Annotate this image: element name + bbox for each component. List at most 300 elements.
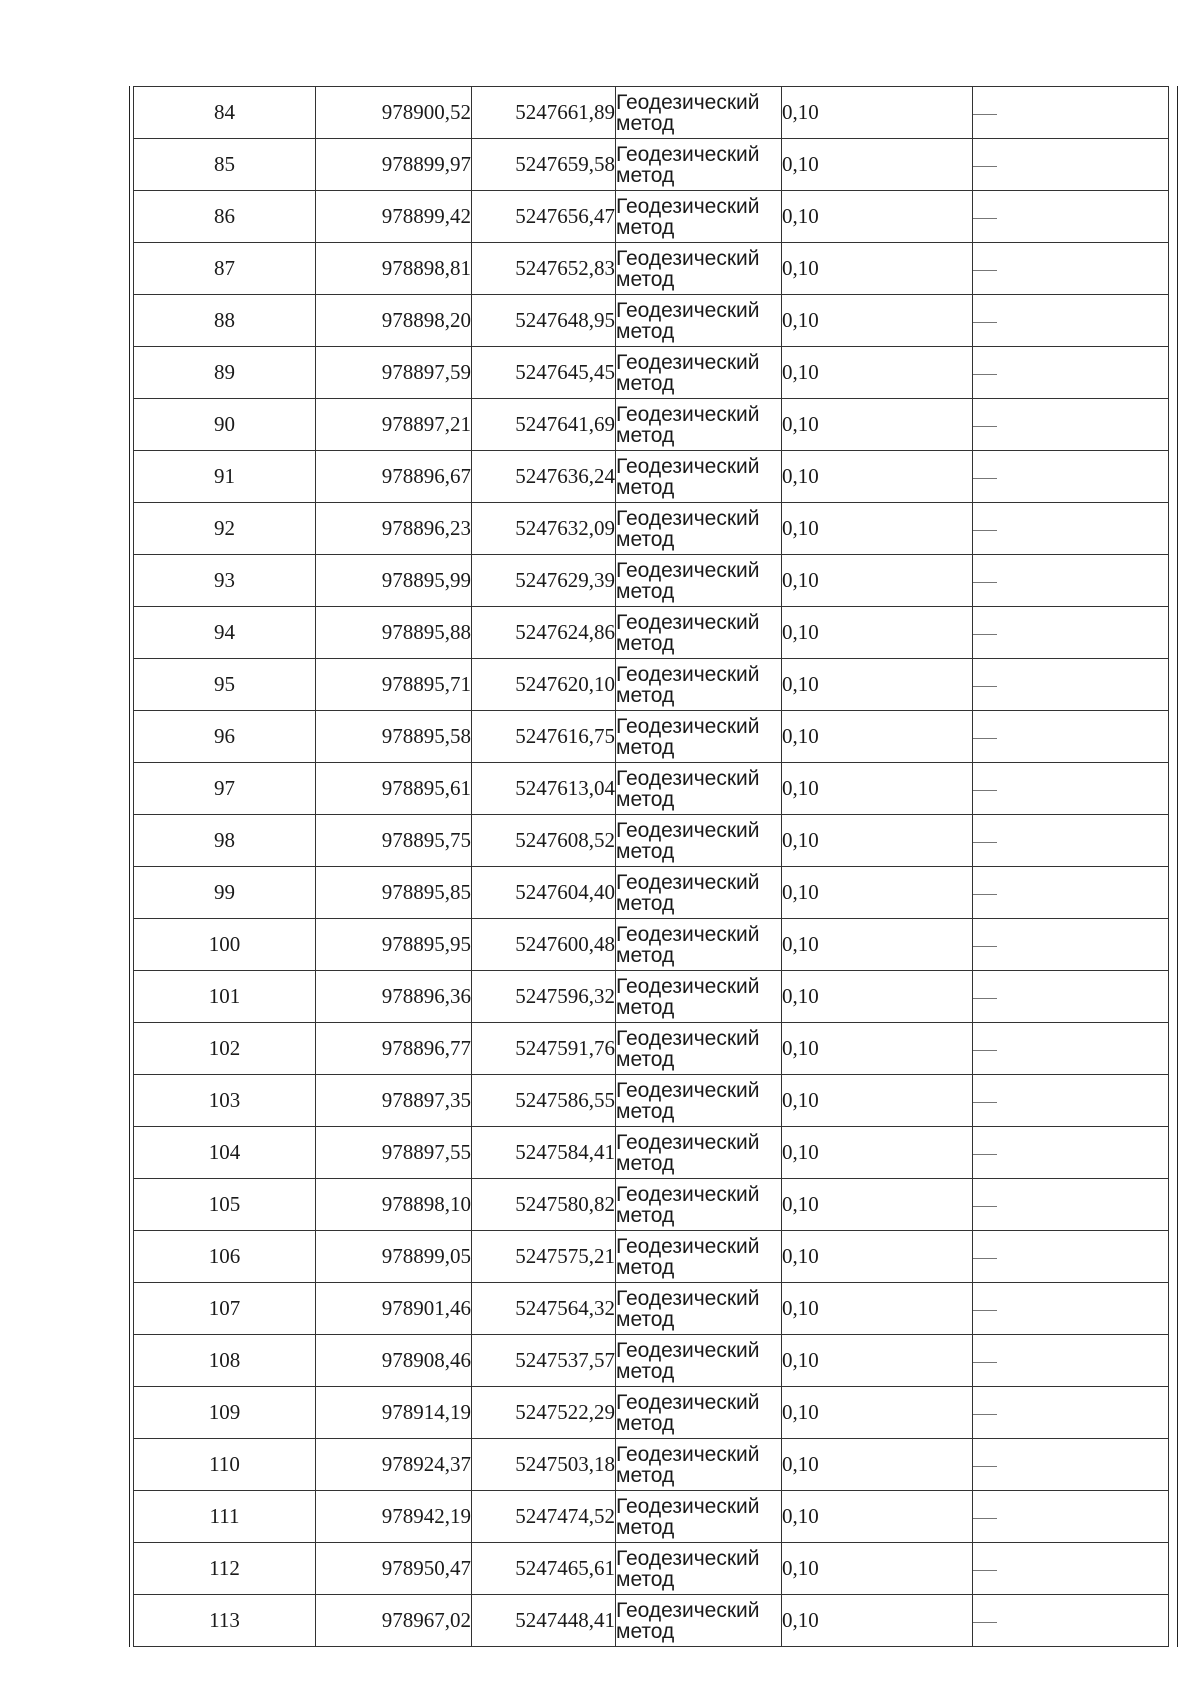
method-line-2: метод <box>616 1463 675 1487</box>
point-number-cell: 113 <box>134 1595 316 1647</box>
method-line-2: метод <box>616 163 675 187</box>
y-coordinate-cell: 5247659,58 <box>472 139 616 191</box>
note-cell <box>973 1387 1169 1439</box>
method-line-1: Геодезический <box>616 194 760 218</box>
method-line-2: метод <box>616 1515 675 1539</box>
method-cell <box>616 347 782 399</box>
method-cell <box>616 1543 782 1595</box>
x-coordinate-cell: 978967,02 <box>316 1595 472 1647</box>
point-number-cell: 86 <box>134 191 316 243</box>
x-coordinate-cell: 978900,52 <box>316 87 472 139</box>
y-coordinate-cell: 5247656,47 <box>472 191 616 243</box>
method-line-2: метод <box>616 631 675 655</box>
method-cell <box>616 867 782 919</box>
accuracy-cell: 0,10 <box>782 1283 973 1335</box>
method-cell <box>616 139 782 191</box>
y-coordinate-cell: 5247620,10 <box>472 659 616 711</box>
point-number-cell: 99 <box>134 867 316 919</box>
accuracy-cell: 0,10 <box>782 815 973 867</box>
table-row <box>134 243 1169 295</box>
dash-mark <box>973 374 997 375</box>
note-cell <box>973 1335 1169 1387</box>
method-line-2: метод <box>616 1151 675 1175</box>
table-row <box>134 87 1169 139</box>
accuracy-cell: 0,10 <box>782 1023 973 1075</box>
table-row <box>134 711 1169 763</box>
x-coordinate-cell: 978895,58 <box>316 711 472 763</box>
x-coordinate-cell: 978924,37 <box>316 1439 472 1491</box>
method-line-2: метод <box>616 319 675 343</box>
method-line-1: Геодезический <box>616 402 760 426</box>
table-row <box>134 971 1169 1023</box>
point-number-cell: 110 <box>134 1439 316 1491</box>
dash-mark <box>973 218 997 219</box>
accuracy-cell: 0,10 <box>782 1595 973 1647</box>
dash-mark <box>973 894 997 895</box>
method-line-2: метод <box>616 1099 675 1123</box>
note-cell <box>973 451 1169 503</box>
point-number-cell: 101 <box>134 971 316 1023</box>
point-number-cell: 103 <box>134 1075 316 1127</box>
table-row <box>134 1491 1169 1543</box>
x-coordinate-cell: 978896,77 <box>316 1023 472 1075</box>
accuracy-cell: 0,10 <box>782 87 973 139</box>
method-line-1: Геодезический <box>616 142 760 166</box>
method-line-2: метод <box>616 735 675 759</box>
y-coordinate-cell: 5247641,69 <box>472 399 616 451</box>
dash-mark <box>973 946 997 947</box>
table-row <box>134 555 1169 607</box>
method-line-1: Геодезический <box>616 506 760 530</box>
x-coordinate-cell: 978895,85 <box>316 867 472 919</box>
accuracy-cell: 0,10 <box>782 1491 973 1543</box>
method-line-2: метод <box>616 1255 675 1279</box>
accuracy-cell: 0,10 <box>782 1127 973 1179</box>
accuracy-cell: 0,10 <box>782 971 973 1023</box>
method-cell <box>616 399 782 451</box>
x-coordinate-cell: 978914,19 <box>316 1387 472 1439</box>
method-line-1: Геодезический <box>616 766 760 790</box>
method-line-2: метод <box>616 215 675 239</box>
method-cell <box>616 1335 782 1387</box>
point-number-cell: 104 <box>134 1127 316 1179</box>
point-number-cell: 108 <box>134 1335 316 1387</box>
x-coordinate-cell: 978897,59 <box>316 347 472 399</box>
method-line-2: метод <box>616 423 675 447</box>
point-number-cell: 97 <box>134 763 316 815</box>
point-number-cell: 94 <box>134 607 316 659</box>
method-line-1: Геодезический <box>616 1026 760 1050</box>
x-coordinate-cell: 978899,05 <box>316 1231 472 1283</box>
dash-mark <box>973 478 997 479</box>
method-line-1: Геодезический <box>616 1442 760 1466</box>
accuracy-cell: 0,10 <box>782 347 973 399</box>
note-cell <box>973 399 1169 451</box>
note-cell <box>973 1023 1169 1075</box>
method-cell <box>616 919 782 971</box>
x-coordinate-cell: 978897,35 <box>316 1075 472 1127</box>
table-row <box>134 191 1169 243</box>
dash-mark <box>973 1466 997 1467</box>
method-line-2: метод <box>616 683 675 707</box>
method-cell <box>616 295 782 347</box>
method-line-1: Геодезический <box>616 1234 760 1258</box>
method-line-1: Геодезический <box>616 1078 760 1102</box>
dash-mark <box>973 530 997 531</box>
method-line-1: Геодезический <box>616 662 760 686</box>
note-cell <box>973 1595 1169 1647</box>
y-coordinate-cell: 5247474,52 <box>472 1491 616 1543</box>
accuracy-cell: 0,10 <box>782 919 973 971</box>
y-coordinate-cell: 5247645,45 <box>472 347 616 399</box>
method-cell <box>616 243 782 295</box>
coordinates-table-body <box>134 87 1169 1647</box>
method-line-1: Геодезический <box>616 1286 760 1310</box>
note-cell <box>973 1491 1169 1543</box>
dash-mark <box>973 1570 997 1571</box>
note-cell <box>973 295 1169 347</box>
note-cell <box>973 971 1169 1023</box>
y-coordinate-cell: 5247629,39 <box>472 555 616 607</box>
method-cell <box>616 1231 782 1283</box>
y-coordinate-cell: 5247613,04 <box>472 763 616 815</box>
method-line-2: метод <box>616 527 675 551</box>
x-coordinate-cell: 978908,46 <box>316 1335 472 1387</box>
method-line-1: Геодезический <box>616 1338 760 1362</box>
method-line-1: Геодезический <box>616 1390 760 1414</box>
x-coordinate-cell: 978896,23 <box>316 503 472 555</box>
note-cell <box>973 919 1169 971</box>
note-cell <box>973 347 1169 399</box>
note-cell <box>973 1179 1169 1231</box>
method-cell <box>616 1439 782 1491</box>
point-number-cell: 95 <box>134 659 316 711</box>
note-cell <box>973 139 1169 191</box>
coordinates-table <box>133 86 1169 1647</box>
point-number-cell: 89 <box>134 347 316 399</box>
method-cell <box>616 451 782 503</box>
table-row <box>134 1283 1169 1335</box>
note-cell <box>973 711 1169 763</box>
point-number-cell: 98 <box>134 815 316 867</box>
table-row <box>134 1127 1169 1179</box>
accuracy-cell: 0,10 <box>782 659 973 711</box>
accuracy-cell: 0,10 <box>782 1231 973 1283</box>
y-coordinate-cell: 5247586,55 <box>472 1075 616 1127</box>
y-coordinate-cell: 5247608,52 <box>472 815 616 867</box>
dash-mark <box>973 582 997 583</box>
dash-mark <box>973 1206 997 1207</box>
x-coordinate-cell: 978898,81 <box>316 243 472 295</box>
y-coordinate-cell: 5247448,41 <box>472 1595 616 1647</box>
y-coordinate-cell: 5247580,82 <box>472 1179 616 1231</box>
accuracy-cell: 0,10 <box>782 295 973 347</box>
accuracy-cell: 0,10 <box>782 867 973 919</box>
x-coordinate-cell: 978895,75 <box>316 815 472 867</box>
dash-mark <box>973 426 997 427</box>
table-row <box>134 763 1169 815</box>
accuracy-cell: 0,10 <box>782 1439 973 1491</box>
dash-mark <box>973 1310 997 1311</box>
table-row <box>134 1023 1169 1075</box>
x-coordinate-cell: 978898,10 <box>316 1179 472 1231</box>
dash-mark <box>973 1102 997 1103</box>
accuracy-cell: 0,10 <box>782 399 973 451</box>
y-coordinate-cell: 5247465,61 <box>472 1543 616 1595</box>
table-row <box>134 1335 1169 1387</box>
dash-mark <box>973 322 997 323</box>
table-row <box>134 815 1169 867</box>
method-cell <box>616 555 782 607</box>
y-coordinate-cell: 5247591,76 <box>472 1023 616 1075</box>
table-row <box>134 867 1169 919</box>
method-cell <box>616 1075 782 1127</box>
method-cell <box>616 1387 782 1439</box>
method-cell <box>616 1023 782 1075</box>
point-number-cell: 88 <box>134 295 316 347</box>
method-cell <box>616 971 782 1023</box>
note-cell <box>973 503 1169 555</box>
y-coordinate-cell: 5247503,18 <box>472 1439 616 1491</box>
point-number-cell: 109 <box>134 1387 316 1439</box>
method-cell <box>616 503 782 555</box>
table-row <box>134 1387 1169 1439</box>
x-coordinate-cell: 978942,19 <box>316 1491 472 1543</box>
method-line-2: метод <box>616 579 675 603</box>
point-number-cell: 106 <box>134 1231 316 1283</box>
method-line-2: метод <box>616 891 675 915</box>
point-number-cell: 93 <box>134 555 316 607</box>
method-line-2: метод <box>616 1619 675 1643</box>
dash-mark <box>973 1154 997 1155</box>
table-row <box>134 607 1169 659</box>
point-number-cell: 91 <box>134 451 316 503</box>
table-row <box>134 295 1169 347</box>
x-coordinate-cell: 978897,21 <box>316 399 472 451</box>
point-number-cell: 96 <box>134 711 316 763</box>
x-coordinate-cell: 978950,47 <box>316 1543 472 1595</box>
method-line-1: Геодезический <box>616 90 760 114</box>
dash-mark <box>973 1622 997 1623</box>
method-cell <box>616 1595 782 1647</box>
point-number-cell: 105 <box>134 1179 316 1231</box>
method-line-1: Геодезический <box>616 1130 760 1154</box>
note-cell <box>973 607 1169 659</box>
dash-mark <box>973 1050 997 1051</box>
method-line-1: Геодезический <box>616 1598 760 1622</box>
table-row <box>134 1231 1169 1283</box>
method-cell <box>616 763 782 815</box>
accuracy-cell: 0,10 <box>782 763 973 815</box>
note-cell <box>973 1543 1169 1595</box>
x-coordinate-cell: 978895,61 <box>316 763 472 815</box>
accuracy-cell: 0,10 <box>782 711 973 763</box>
method-line-1: Геодезический <box>616 298 760 322</box>
method-cell <box>616 1283 782 1335</box>
accuracy-cell: 0,10 <box>782 1387 973 1439</box>
method-line-2: метод <box>616 839 675 863</box>
table-row <box>134 1595 1169 1647</box>
accuracy-cell: 0,10 <box>782 503 973 555</box>
accuracy-cell: 0,10 <box>782 191 973 243</box>
method-line-2: метод <box>616 371 675 395</box>
note-cell <box>973 763 1169 815</box>
table-row <box>134 451 1169 503</box>
y-coordinate-cell: 5247537,57 <box>472 1335 616 1387</box>
point-number-cell: 84 <box>134 87 316 139</box>
point-number-cell: 107 <box>134 1283 316 1335</box>
method-line-2: метод <box>616 1047 675 1071</box>
note-cell <box>973 1231 1169 1283</box>
y-coordinate-cell: 5247575,21 <box>472 1231 616 1283</box>
table-row <box>134 1179 1169 1231</box>
note-cell <box>973 555 1169 607</box>
dash-mark <box>973 1518 997 1519</box>
x-coordinate-cell: 978901,46 <box>316 1283 472 1335</box>
method-cell <box>616 87 782 139</box>
point-number-cell: 112 <box>134 1543 316 1595</box>
note-cell <box>973 1283 1169 1335</box>
y-coordinate-cell: 5247636,24 <box>472 451 616 503</box>
table-row <box>134 919 1169 971</box>
accuracy-cell: 0,10 <box>782 555 973 607</box>
accuracy-cell: 0,10 <box>782 243 973 295</box>
point-number-cell: 100 <box>134 919 316 971</box>
dash-mark <box>973 790 997 791</box>
note-cell <box>973 87 1169 139</box>
table-row <box>134 399 1169 451</box>
method-line-1: Геодезический <box>616 246 760 270</box>
method-line-2: метод <box>616 475 675 499</box>
y-coordinate-cell: 5247648,95 <box>472 295 616 347</box>
table-row <box>134 347 1169 399</box>
dash-mark <box>973 738 997 739</box>
method-cell <box>616 191 782 243</box>
point-number-cell: 90 <box>134 399 316 451</box>
dash-mark <box>973 166 997 167</box>
method-line-1: Геодезический <box>616 818 760 842</box>
method-cell <box>616 659 782 711</box>
point-number-cell: 85 <box>134 139 316 191</box>
method-line-2: метод <box>616 1411 675 1435</box>
x-coordinate-cell: 978897,55 <box>316 1127 472 1179</box>
y-coordinate-cell: 5247632,09 <box>472 503 616 555</box>
method-cell <box>616 815 782 867</box>
method-line-2: метод <box>616 1567 675 1591</box>
table-row <box>134 503 1169 555</box>
table-row <box>134 1543 1169 1595</box>
point-number-cell: 87 <box>134 243 316 295</box>
accuracy-cell: 0,10 <box>782 1075 973 1127</box>
dash-mark <box>973 998 997 999</box>
method-line-1: Геодезический <box>616 922 760 946</box>
dash-mark <box>973 842 997 843</box>
method-line-2: метод <box>616 787 675 811</box>
method-line-1: Геодезический <box>616 1546 760 1570</box>
point-number-cell: 111 <box>134 1491 316 1543</box>
x-coordinate-cell: 978895,88 <box>316 607 472 659</box>
y-coordinate-cell: 5247564,32 <box>472 1283 616 1335</box>
dash-mark <box>973 114 997 115</box>
point-number-cell: 102 <box>134 1023 316 1075</box>
method-line-1: Геодезический <box>616 558 760 582</box>
method-line-1: Геодезический <box>616 714 760 738</box>
y-coordinate-cell: 5247596,32 <box>472 971 616 1023</box>
table-row <box>134 1075 1169 1127</box>
dash-mark <box>973 634 997 635</box>
method-line-2: метод <box>616 111 675 135</box>
table-row <box>134 1439 1169 1491</box>
method-cell <box>616 607 782 659</box>
accuracy-cell: 0,10 <box>782 1335 973 1387</box>
x-coordinate-cell: 978895,95 <box>316 919 472 971</box>
table-row <box>134 139 1169 191</box>
y-coordinate-cell: 5247604,40 <box>472 867 616 919</box>
x-coordinate-cell: 978895,71 <box>316 659 472 711</box>
method-line-1: Геодезический <box>616 1182 760 1206</box>
note-cell <box>973 191 1169 243</box>
note-cell <box>973 867 1169 919</box>
method-line-1: Геодезический <box>616 1494 760 1518</box>
method-line-2: метод <box>616 1307 675 1331</box>
accuracy-cell: 0,10 <box>782 1179 973 1231</box>
y-coordinate-cell: 5247652,83 <box>472 243 616 295</box>
x-coordinate-cell: 978899,42 <box>316 191 472 243</box>
dash-mark <box>973 1258 997 1259</box>
y-coordinate-cell: 5247616,75 <box>472 711 616 763</box>
method-line-1: Геодезический <box>616 454 760 478</box>
y-coordinate-cell: 5247584,41 <box>472 1127 616 1179</box>
method-cell <box>616 1127 782 1179</box>
method-cell <box>616 711 782 763</box>
coordinates-table-frame <box>129 86 1178 1647</box>
dash-mark <box>973 270 997 271</box>
y-coordinate-cell: 5247661,89 <box>472 87 616 139</box>
note-cell <box>973 1075 1169 1127</box>
dash-mark <box>973 1414 997 1415</box>
y-coordinate-cell: 5247522,29 <box>472 1387 616 1439</box>
accuracy-cell: 0,10 <box>782 139 973 191</box>
method-cell <box>616 1491 782 1543</box>
method-line-1: Геодезический <box>616 610 760 634</box>
method-line-2: метод <box>616 943 675 967</box>
method-line-2: метод <box>616 1203 675 1227</box>
y-coordinate-cell: 5247600,48 <box>472 919 616 971</box>
method-line-2: метод <box>616 995 675 1019</box>
dash-mark <box>973 1362 997 1363</box>
method-line-1: Геодезический <box>616 974 760 998</box>
y-coordinate-cell: 5247624,86 <box>472 607 616 659</box>
method-line-1: Геодезический <box>616 350 760 374</box>
point-number-cell: 92 <box>134 503 316 555</box>
x-coordinate-cell: 978896,67 <box>316 451 472 503</box>
note-cell <box>973 815 1169 867</box>
x-coordinate-cell: 978896,36 <box>316 971 472 1023</box>
method-cell <box>616 1179 782 1231</box>
table-row <box>134 659 1169 711</box>
note-cell <box>973 1439 1169 1491</box>
accuracy-cell: 0,10 <box>782 451 973 503</box>
note-cell <box>973 659 1169 711</box>
x-coordinate-cell: 978898,20 <box>316 295 472 347</box>
dash-mark <box>973 686 997 687</box>
note-cell <box>973 1127 1169 1179</box>
accuracy-cell: 0,10 <box>782 1543 973 1595</box>
method-line-2: метод <box>616 1359 675 1383</box>
accuracy-cell: 0,10 <box>782 607 973 659</box>
method-line-2: метод <box>616 267 675 291</box>
method-line-1: Геодезический <box>616 870 760 894</box>
